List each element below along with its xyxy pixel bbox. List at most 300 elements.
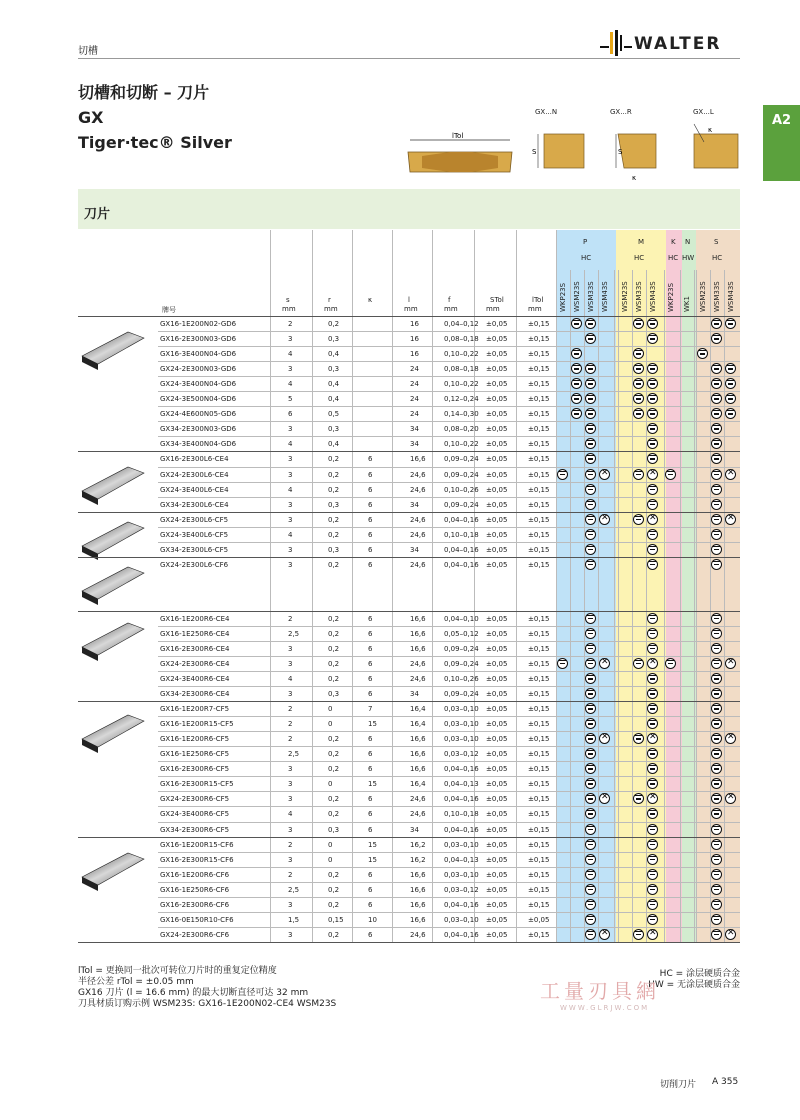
row-s: 4	[288, 530, 293, 539]
row-s: 3	[288, 900, 293, 909]
row-designation: GX16-1E250R6-CE4	[160, 629, 230, 638]
recommended-grade-icon	[711, 854, 722, 865]
row-r: 0,4	[328, 380, 340, 389]
recommended-grade-icon	[711, 793, 722, 804]
row-ltol: ±0,15	[528, 440, 550, 449]
hc-m: HC	[634, 254, 645, 262]
col-1-unit: mm	[324, 305, 338, 313]
recommended-grade-icon	[585, 778, 596, 789]
recommended-grade-icon	[585, 839, 596, 850]
row-designation: GX34-2E300N03-GD6	[160, 425, 237, 434]
col-3-label: l	[408, 296, 410, 304]
recommended-grade-icon	[557, 469, 568, 480]
product-family: GX	[78, 108, 104, 127]
row-l: 24,6	[410, 515, 426, 524]
recommended-grade-icon	[711, 318, 722, 329]
row-ltol: ±0,15	[528, 870, 550, 879]
row-l: 24	[410, 380, 419, 389]
recommended-grade-icon	[711, 778, 722, 789]
row-s: 6	[288, 410, 293, 419]
recommended-grade-icon	[711, 824, 722, 835]
legend-hw: HW = 无涂层硬质合金	[648, 980, 740, 990]
row-designation: GX16-2E300N03-GD6	[160, 335, 237, 344]
table-row	[78, 512, 740, 527]
row-stol: ±0,05	[486, 425, 508, 434]
table-row	[78, 671, 740, 686]
recommended-grade-icon	[585, 453, 596, 464]
recommended-grade-icon	[711, 763, 722, 774]
footnote-gx16: GX16 刀片 (l = 16.6 mm) 的最大切断直径可达 32 mm	[78, 988, 309, 998]
grade-label: WKP23S	[559, 282, 567, 312]
row-f: 0,03–0,10	[444, 705, 479, 714]
row-l: 24,6	[410, 560, 426, 569]
row-ltol: ±0,15	[528, 530, 550, 539]
recommended-grade-icon	[647, 378, 658, 389]
row-ltol: ±0,15	[528, 335, 550, 344]
row-k: 6	[368, 930, 373, 939]
row-designation: GX34-3E400N04-GD6	[160, 440, 237, 449]
recommended-grade-icon	[711, 688, 722, 699]
row-ltol: ±0,15	[528, 780, 550, 789]
recommended-grade-icon	[647, 318, 658, 329]
row-r: 0,3	[328, 335, 340, 344]
footnote-ltol: lTol = 更换同一批次可转位刀片时的重复定位精度	[78, 966, 277, 976]
alternate-grade-icon	[725, 929, 736, 940]
row-s: 3	[288, 515, 293, 524]
row-stol: ±0,05	[486, 440, 508, 449]
col-1-label: r	[328, 296, 331, 304]
recommended-grade-icon	[647, 703, 658, 714]
alternate-grade-icon	[647, 929, 658, 940]
recommended-grade-icon	[585, 423, 596, 434]
recommended-grade-icon	[585, 763, 596, 774]
row-ltol: ±0,15	[528, 735, 550, 744]
recommended-grade-icon	[633, 469, 644, 480]
svg-text:S: S	[618, 148, 623, 156]
row-designation: GX24-3E400R6-CE4	[160, 675, 230, 683]
row-l: 24	[410, 365, 419, 374]
row-l: 16,6	[410, 750, 426, 759]
row-stol: ±0,05	[486, 515, 508, 524]
row-designation: GX16-1E200N02-GD6	[160, 320, 237, 328]
row-f: 0,10–0,18	[444, 530, 479, 539]
alternate-grade-icon	[647, 514, 658, 525]
recommended-grade-icon	[711, 733, 722, 744]
row-l: 34	[410, 545, 419, 554]
mat-n: N	[685, 238, 691, 246]
alternate-grade-icon	[725, 514, 736, 525]
row-f: 0,04–0,10	[444, 614, 479, 623]
recommended-grade-icon	[647, 643, 658, 654]
row-k: 6	[368, 485, 373, 494]
row-ltol: ±0,15	[528, 350, 550, 359]
recommended-grade-icon	[647, 423, 658, 434]
recommended-grade-icon	[647, 914, 658, 925]
recommended-grade-icon	[647, 884, 658, 895]
row-designation: GX16-1E200R6-CF6	[160, 870, 230, 879]
recommended-grade-icon	[647, 363, 658, 374]
row-ltol: ±0,15	[528, 840, 550, 849]
recommended-grade-icon	[665, 658, 676, 669]
row-designation: GX24-2E300L6-CE4	[160, 470, 229, 479]
row-r: 0,5	[328, 410, 340, 419]
row-stol: ±0,05	[486, 690, 508, 699]
table-row	[78, 467, 740, 482]
row-ltol: ±0,15	[528, 885, 550, 894]
row-k: 15	[368, 855, 377, 864]
row-stol: ±0,05	[486, 395, 508, 404]
insert-sketch-icon	[400, 128, 520, 190]
row-f: 0,04–0,16	[444, 825, 479, 834]
recommended-grade-icon	[647, 839, 658, 850]
row-f: 0,04–0,16	[444, 930, 479, 939]
row-f: 0,14–0,30	[444, 410, 479, 419]
row-l: 34	[410, 825, 419, 834]
row-k: 15	[368, 840, 377, 849]
sketch-r-label: GX...R	[610, 108, 632, 116]
row-f: 0,03–0,10	[444, 915, 479, 924]
row-f: 0,04–0,16	[444, 515, 479, 524]
recommended-grade-icon	[571, 363, 582, 374]
row-s: 2,5	[288, 629, 300, 638]
row-k: 6	[368, 545, 373, 554]
table-row	[78, 641, 740, 656]
recommended-grade-icon	[585, 914, 596, 925]
row-designation: GX16-3E400N04-GD6	[160, 350, 237, 359]
row-l: 34	[410, 440, 419, 449]
row-stol: ±0,05	[486, 870, 508, 879]
sketch-n-label: GX...N	[535, 108, 558, 116]
recommended-grade-icon	[647, 673, 658, 684]
row-stol: ±0,05	[486, 320, 508, 328]
row-l: 16,6	[410, 885, 426, 894]
row-s: 2	[288, 705, 293, 714]
row-f: 0,04–0,13	[444, 855, 479, 864]
row-l: 16,6	[410, 455, 426, 464]
recommended-grade-icon	[711, 469, 722, 480]
table-row	[78, 451, 740, 466]
recommended-grade-icon	[585, 824, 596, 835]
row-r: 0,2	[328, 470, 340, 479]
row-s: 2	[288, 614, 293, 623]
recommended-grade-icon	[711, 484, 722, 495]
recommended-grade-icon	[665, 469, 676, 480]
recommended-grade-icon	[711, 808, 722, 819]
row-k: 6	[368, 614, 373, 623]
row-stol: ±0,05	[486, 500, 508, 509]
recommended-grade-icon	[633, 393, 644, 404]
row-designation: GX16-2E300R15-CF5	[160, 780, 234, 789]
svg-text:κ: κ	[632, 174, 637, 182]
row-l: 24,6	[410, 470, 426, 479]
table-row	[78, 822, 740, 837]
recommended-grade-icon	[585, 643, 596, 654]
recommended-grade-icon	[711, 748, 722, 759]
table-row	[78, 542, 740, 557]
row-stol: ±0,05	[486, 750, 508, 759]
row-l: 24,6	[410, 675, 426, 683]
row-stol: ±0,05	[486, 855, 508, 864]
svg-text:κ: κ	[708, 126, 713, 134]
row-k: 6	[368, 735, 373, 744]
footnote-order: 刀具材质订购示例 WSM23S: GX16-1E200N02-CE4 WSM23S	[78, 999, 337, 1009]
row-s: 3	[288, 825, 293, 834]
row-s: 2	[288, 735, 293, 744]
row-stol: ±0,05	[486, 675, 508, 683]
table-row	[78, 746, 740, 761]
recommended-grade-icon	[633, 793, 644, 804]
row-f: 0,09–0,24	[444, 690, 479, 699]
recommended-grade-icon	[725, 393, 736, 404]
row-stol: ±0,05	[486, 530, 508, 539]
recommended-grade-icon	[633, 378, 644, 389]
row-stol: ±0,05	[486, 795, 508, 804]
row-stol: ±0,05	[486, 485, 508, 494]
recommended-grade-icon	[647, 869, 658, 880]
brand-wordmark: WALTER	[634, 34, 722, 54]
recommended-grade-icon	[647, 559, 658, 570]
alternate-grade-icon	[647, 469, 658, 480]
recommended-grade-icon	[585, 793, 596, 804]
row-r: 0	[328, 780, 333, 789]
row-designation: GX24-2E300N03-GD6	[160, 365, 237, 374]
row-ltol: ±0,15	[528, 644, 550, 653]
recommended-grade-icon	[633, 514, 644, 525]
row-k: 15	[368, 780, 377, 789]
recommended-grade-icon	[647, 808, 658, 819]
row-l: 16,6	[410, 735, 426, 744]
svg-text:S: S	[532, 148, 537, 156]
row-designation: GX24-2E300R6-CF5	[160, 795, 230, 804]
recommended-grade-icon	[647, 718, 658, 729]
recommended-grade-icon	[711, 453, 722, 464]
row-k: 7	[368, 705, 373, 714]
row-k: 6	[368, 500, 373, 509]
row-f: 0,05–0,12	[444, 629, 479, 638]
row-k: 6	[368, 795, 373, 804]
row-stol: ±0,05	[486, 470, 508, 479]
row-stol: ±0,05	[486, 335, 508, 344]
row-s: 3	[288, 930, 293, 939]
row-r: 0,2	[328, 765, 340, 774]
alternate-grade-icon	[725, 469, 736, 480]
recommended-grade-icon	[711, 423, 722, 434]
row-s: 3	[288, 560, 293, 569]
row-l: 16,6	[410, 629, 426, 638]
recommended-grade-icon	[647, 393, 658, 404]
row-ltol: ±0,15	[528, 410, 550, 419]
row-k: 6	[368, 810, 373, 819]
row-l: 16,6	[410, 765, 426, 774]
alternate-grade-icon	[725, 793, 736, 804]
col-brand: 牌号	[162, 306, 176, 314]
row-f: 0,12–0,24	[444, 395, 479, 404]
row-r: 0,4	[328, 440, 340, 449]
row-ltol: ±0,15	[528, 614, 550, 623]
row-f: 0,03–0,12	[444, 885, 479, 894]
recommended-grade-icon	[585, 333, 596, 344]
row-k: 6	[368, 870, 373, 879]
row-f: 0,08–0,20	[444, 425, 479, 434]
recommended-grade-icon	[711, 839, 722, 850]
table-row	[78, 361, 740, 376]
row-l: 34	[410, 425, 419, 434]
recommended-grade-icon	[647, 628, 658, 639]
row-k: 10	[368, 915, 377, 924]
hc-s: HC	[712, 254, 723, 262]
row-r: 0,3	[328, 425, 340, 434]
recommended-grade-icon	[647, 529, 658, 540]
watermark: 工量刃具網 WWW.GLRJW.COM	[540, 979, 660, 1012]
row-stol: ±0,05	[486, 705, 508, 714]
row-r: 0,2	[328, 530, 340, 539]
row-stol: ±0,05	[486, 380, 508, 389]
row-ltol: ±0,15	[528, 825, 550, 834]
row-k: 15	[368, 720, 377, 729]
row-f: 0,03–0,10	[444, 840, 479, 849]
row-r: 0,3	[328, 365, 340, 374]
page-label: 切削刀片	[660, 1080, 697, 1090]
grade-label: WSM33S	[635, 281, 643, 312]
row-l: 16,6	[410, 915, 426, 924]
row-s: 3	[288, 855, 293, 864]
row-stol: ±0,05	[486, 560, 508, 569]
recommended-grade-icon	[571, 318, 582, 329]
row-f: 0,08–0,18	[444, 365, 479, 374]
row-f: 0,10–0,26	[444, 485, 479, 494]
recommended-grade-icon	[585, 899, 596, 910]
row-s: 4	[288, 440, 293, 449]
row-designation: GX24-3E500N04-GD6	[160, 395, 237, 404]
recommended-grade-icon	[711, 884, 722, 895]
recommended-grade-icon	[711, 544, 722, 555]
row-f: 0,04–0,12	[444, 320, 479, 328]
row-designation: GX24-3E400N04-GD6	[160, 380, 237, 389]
row-stol: ±0,05	[486, 410, 508, 419]
row-f: 0,09–0,24	[444, 470, 479, 479]
row-f: 0,09–0,24	[444, 455, 479, 464]
row-stol: ±0,05	[486, 840, 508, 849]
row-designation: GX24-2E300R6-CF6	[160, 930, 230, 939]
row-ltol: ±0,15	[528, 659, 550, 668]
alternate-grade-icon	[599, 469, 610, 480]
col-0-unit: mm	[282, 305, 296, 313]
recommended-grade-icon	[647, 763, 658, 774]
row-ltol: ±0,15	[528, 515, 550, 524]
row-stol: ±0,05	[486, 614, 508, 623]
table-bottom-rule	[78, 942, 740, 943]
row-designation: GX16-1E200R7-CF5	[160, 705, 230, 714]
col-6-label: lTol	[532, 296, 544, 304]
row-s: 3	[288, 365, 293, 374]
row-k: 6	[368, 515, 373, 524]
recommended-grade-icon	[711, 869, 722, 880]
recommended-grade-icon	[585, 499, 596, 510]
row-ltol: ±0,15	[528, 795, 550, 804]
row-k: 6	[368, 885, 373, 894]
row-r: 0,2	[328, 659, 340, 668]
row-l: 16	[410, 320, 419, 328]
table-row	[78, 656, 740, 671]
row-f: 0,10–0,26	[444, 675, 479, 683]
row-f: 0,10–0,22	[444, 350, 479, 359]
row-r: 0,2	[328, 320, 340, 328]
header-rule	[78, 58, 740, 59]
recommended-grade-icon	[711, 438, 722, 449]
row-s: 3	[288, 455, 293, 464]
row-s: 3	[288, 780, 293, 789]
recommended-grade-icon	[585, 869, 596, 880]
row-r: 0,2	[328, 810, 340, 819]
row-s: 4	[288, 380, 293, 389]
row-k: 6	[368, 455, 373, 464]
row-designation: GX16-1E250R6-CF6	[160, 885, 230, 894]
recommended-grade-icon	[571, 348, 582, 359]
mat-m: M	[638, 238, 645, 246]
row-l: 24	[410, 410, 419, 419]
recommended-grade-icon	[711, 929, 722, 940]
table-row	[78, 482, 740, 497]
row-f: 0,04–0,16	[444, 560, 479, 569]
alternate-grade-icon	[599, 793, 610, 804]
row-s: 2	[288, 720, 293, 729]
recommended-grade-icon	[585, 393, 596, 404]
row-designation: GX16-1E250R6-CF5	[160, 750, 230, 759]
row-k: 6	[368, 675, 373, 683]
row-s: 3	[288, 470, 293, 479]
table-row	[78, 806, 740, 821]
row-k: 6	[368, 750, 373, 759]
alternate-grade-icon	[725, 658, 736, 669]
table-row	[78, 346, 740, 361]
row-designation: GX24-3E400L6-CE4	[160, 485, 229, 494]
recommended-grade-icon	[585, 733, 596, 744]
recommended-grade-icon	[585, 363, 596, 374]
table-row	[78, 882, 740, 897]
row-s: 3	[288, 425, 293, 434]
recommended-grade-icon	[711, 718, 722, 729]
row-designation: GX24-4E600N05-GD6	[160, 410, 237, 419]
row-l: 24,6	[410, 930, 426, 939]
sketch-l-label: GX...L	[693, 108, 714, 116]
table-row	[78, 557, 740, 611]
row-s: 3	[288, 545, 293, 554]
row-ltol: ±0,15	[528, 485, 550, 494]
mat-k: K	[671, 238, 676, 246]
recommended-grade-icon	[647, 899, 658, 910]
row-f: 0,04–0,16	[444, 545, 479, 554]
row-k: 6	[368, 560, 373, 569]
recommended-grade-icon	[585, 929, 596, 940]
col-5-label: STol	[490, 296, 504, 304]
row-s: 5	[288, 395, 293, 404]
table-row	[78, 761, 740, 776]
row-ltol: ±0,15	[528, 765, 550, 774]
row-designation: GX24-2E300L6-CF6	[160, 560, 229, 569]
profile-sketches-icon	[528, 120, 748, 188]
recommended-grade-icon	[711, 393, 722, 404]
row-ltol: ±0,15	[528, 690, 550, 699]
row-k: 6	[368, 470, 373, 479]
recommended-grade-icon	[633, 929, 644, 940]
recommended-grade-icon	[633, 348, 644, 359]
recommended-grade-icon	[711, 499, 722, 510]
recommended-grade-icon	[711, 673, 722, 684]
recommended-grade-icon	[647, 613, 658, 624]
recommended-grade-icon	[647, 748, 658, 759]
recommended-grade-icon	[725, 408, 736, 419]
row-r: 0,3	[328, 500, 340, 509]
